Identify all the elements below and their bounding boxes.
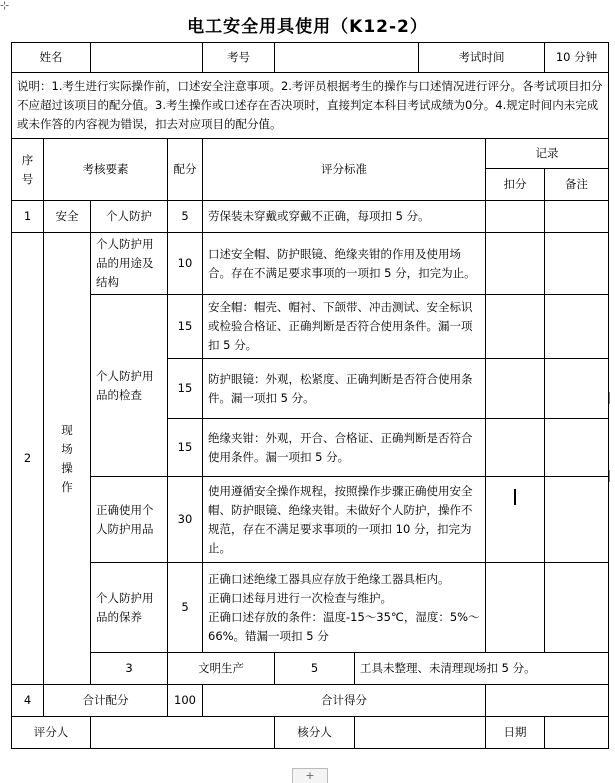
exam-time-value: 10 分钟 [545, 43, 609, 73]
storage-line-1: 正确口述绝缘工器具应存放于绝缘工器具柜内。 [208, 571, 450, 586]
name-value-cell[interactable] [91, 43, 203, 73]
row-points: 15 [168, 359, 203, 419]
header-deduct: 扣分 [486, 169, 545, 201]
row-element: 个人防护用品的检查 [91, 295, 168, 477]
row-criteria: 工具未整理、未清理现场扣 5 分。 [355, 653, 609, 685]
header-criteria: 评分标准 [203, 139, 486, 201]
total-row [12, 685, 609, 717]
row-criteria: 绝缘夹钳：外观，开合、合格证、正确判断是否符合使用条件。漏一项扣 5 分。 [203, 419, 486, 477]
page-title: 电工安全用具使用（K12-2） [187, 17, 428, 37]
row-criteria [203, 563, 486, 653]
row-criteria: 使用遵循安全操作规程，按照操作步骤正确使用安全帽、防护眼镜、绝缘夹钳。未做好个人防护，操作不规范，存在不满足要求事项的一项扣 10 分，扣完为止。 [203, 477, 486, 563]
row-criteria: 防护眼镜：外观，松紧度、正确判断是否符合使用条件。漏一项扣 5 分。 [203, 359, 486, 419]
row-points: 5 [168, 201, 203, 233]
row-seq: 4 [12, 685, 44, 717]
remark-cell[interactable] [545, 295, 609, 359]
table-row [12, 563, 609, 653]
table-row [12, 653, 609, 685]
remark-cell[interactable] [545, 477, 609, 563]
deduct-cell[interactable] [486, 419, 545, 477]
row-seq: 3 [91, 653, 168, 685]
deduct-cell[interactable] [486, 563, 545, 653]
total-score-cell[interactable] [486, 685, 609, 717]
deduct-cell[interactable] [486, 233, 545, 295]
row-element: 个人防护用品的保养 [91, 563, 168, 653]
row-points: 30 [168, 477, 203, 563]
row-points: 5 [168, 563, 203, 653]
header-remark: 备注 [545, 169, 609, 201]
deduct-cell[interactable] [486, 359, 545, 419]
header-elements: 考核要素 [44, 139, 168, 201]
storage-line-3: 正确口述存放的条件：温度-15～35℃，湿度：5%～66%。错漏一项扣 5 分 [208, 609, 480, 643]
row-category: 安全 [44, 201, 91, 233]
name-label: 姓名 [12, 43, 91, 73]
text-cursor [514, 489, 516, 505]
total-points-label: 合计配分 [44, 685, 168, 717]
row-resize-marker[interactable] [609, 470, 614, 482]
row-element: 个人防护用品的用途及结构 [91, 233, 168, 295]
storage-line-2: 正确口述每月进行一次检查与维护。 [208, 590, 392, 605]
row-element: 正确使用个人防护用品 [91, 477, 168, 563]
table-row [12, 201, 609, 233]
row-points: 5 [275, 653, 355, 685]
row-seq: 1 [12, 201, 44, 233]
deduct-cell[interactable] [486, 295, 545, 359]
deduct-cell[interactable] [486, 477, 545, 563]
move-handle-icon[interactable]: ⊹ [0, 0, 10, 12]
remark-cell[interactable] [545, 233, 609, 295]
row-criteria: 安全帽：帽壳、帽衬、下颌带、冲击测试、安全标识或检验合格证、正确判断是否符合使用条件。漏一项扣 5 分。 [203, 295, 486, 359]
date-cell[interactable] [545, 717, 609, 749]
row-seq: 2 [12, 233, 44, 685]
date-label: 日期 [486, 717, 545, 749]
exam-no-value-cell[interactable] [275, 43, 419, 73]
row-element: 个人防护 [91, 201, 168, 233]
row-category: 现 场 操 作 [44, 233, 91, 685]
total-score-label: 合计得分 [203, 685, 486, 717]
instructions-row [12, 73, 609, 139]
row-element: 文明生产 [168, 653, 275, 685]
row-resize-marker[interactable] [609, 392, 614, 404]
remark-cell[interactable] [545, 359, 609, 419]
remark-cell[interactable] [545, 201, 609, 233]
deduct-cell[interactable] [486, 201, 545, 233]
scorer-cell[interactable] [91, 717, 275, 749]
header-seq: 序号 [12, 139, 44, 201]
header-points: 配分 [168, 139, 203, 201]
table-row [12, 477, 609, 563]
instructions-text: 说明：1.考生进行实际操作前，口述安全注意事项。2.考评员根据考生的操作与口述情况进行评分。各考试项目扣分不应超过该项目的配分值。3.考生操作或口述存在否决项时，直接判定本科目考试成绩为0分。4.规定时间内未完成或未作答的内容视为错误，扣去对应项目的配分值。 [12, 73, 609, 139]
header-record: 记录 [486, 139, 609, 169]
checker-label: 核分人 [275, 717, 355, 749]
table-row [12, 295, 609, 359]
row-criteria: 劳保装未穿戴或穿戴不正确，每项扣 5 分。 [203, 201, 486, 233]
info-row [12, 43, 609, 73]
checker-cell[interactable] [355, 717, 486, 749]
scorer-label: 评分人 [12, 717, 91, 749]
exam-no-label: 考号 [203, 43, 275, 73]
remark-cell[interactable] [545, 419, 609, 477]
row-points: 15 [168, 419, 203, 477]
table-row [12, 233, 609, 295]
add-row-button[interactable]: + [292, 768, 328, 783]
header-row [12, 139, 609, 169]
row-criteria: 口述安全帽、防护眼镜、绝缘夹钳的作用及使用场合。存在不满足要求事项的一项扣 5 分，扣完为止。 [203, 233, 486, 295]
total-points-value: 100 [168, 685, 203, 717]
signature-row [12, 717, 609, 749]
row-points: 10 [168, 233, 203, 295]
exam-time-label: 考试时间 [419, 43, 545, 73]
scoring-table [11, 42, 609, 749]
row-points: 15 [168, 295, 203, 359]
remark-cell[interactable] [545, 563, 609, 653]
